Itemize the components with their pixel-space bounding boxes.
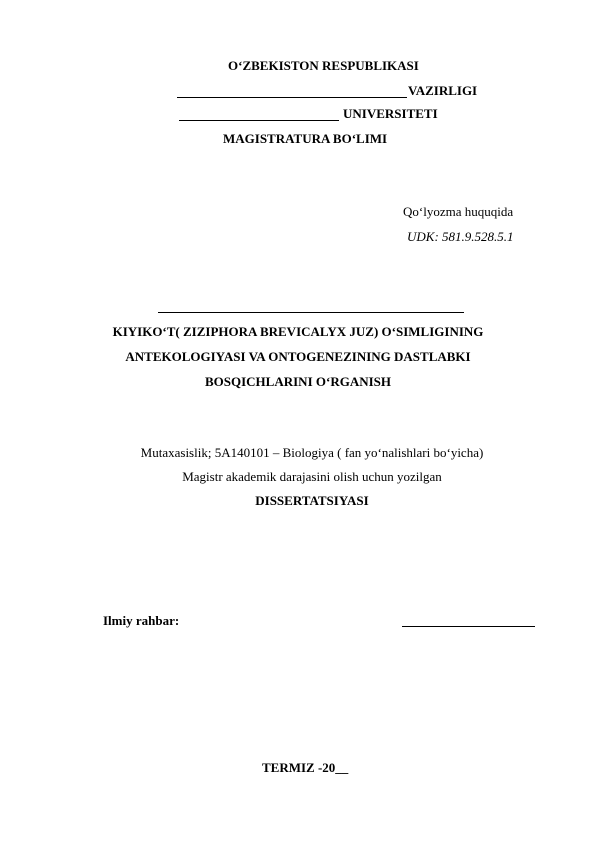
manuscript-rights-label: Qo‘lyozma huquqida: [403, 204, 514, 219]
thesis-title-line-2: ANTEKOLOGIYASI VA ONTOGENEZINING DASTLABKI: [125, 349, 471, 364]
udk-code: UDK: 581.9.528.5.1: [407, 229, 514, 244]
republic-heading: O‘ZBEKISTON RESPUBLIKASI: [228, 58, 419, 73]
supervisor-blank-line: [402, 626, 535, 627]
thesis-title-line-3: BOSQICHLARINI O‘RGANISH: [204, 374, 391, 389]
ministry-blank-line: [177, 97, 407, 98]
university-blank-line: [179, 120, 339, 121]
thesis-title-line-1: KIYIKO‘T( ZIZIPHORA BREVICALYX JUZ) O‘SIMLIGINING: [112, 324, 484, 339]
dissertation-label: DISSERTATSIYASI: [255, 493, 369, 508]
ministry-heading: VAZIRLIGI: [408, 83, 478, 98]
university-heading: UNIVERSITETI: [343, 106, 438, 121]
specialty-line: Mutaxasislik; 5A140101 – Biologiya ( fan yo‘nalishlari bo‘yicha): [140, 445, 484, 460]
supervisor-label: Ilmiy rahbar:: [103, 613, 180, 628]
degree-purpose-line: Magistr akademik darajasini olish uchun yozilgan: [182, 469, 442, 484]
department-heading: MAGISTRATURA BO‘LIMI: [223, 131, 388, 146]
author-blank-line: [158, 312, 464, 313]
city-year: TERMIZ -20__: [262, 760, 349, 775]
